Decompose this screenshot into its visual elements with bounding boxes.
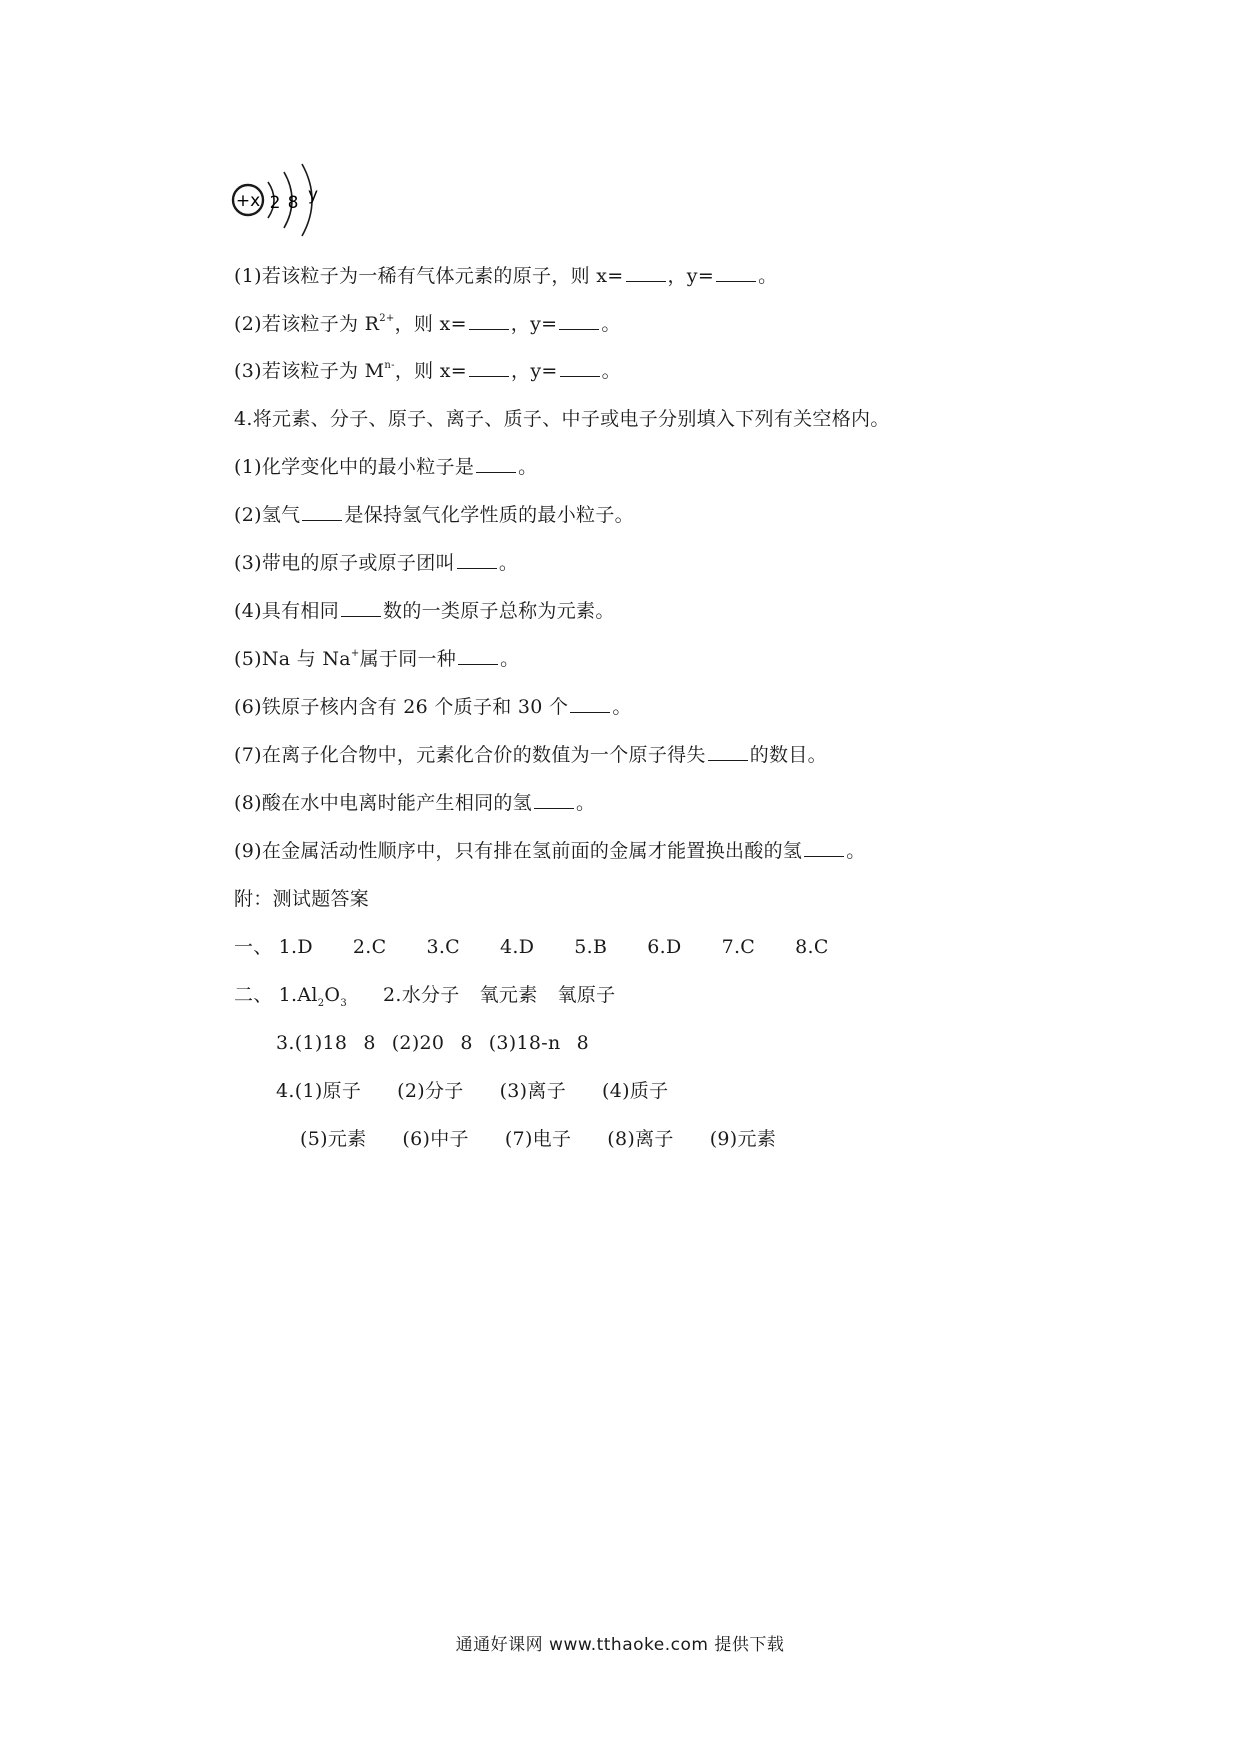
blank	[559, 311, 599, 330]
formula-text: O	[324, 984, 341, 1006]
blank	[302, 502, 342, 521]
blank	[476, 454, 516, 473]
answer-item: 4.(1)原子	[276, 1080, 362, 1102]
q4-item-2	[234, 501, 634, 529]
answers-q4-row2	[300, 1125, 776, 1153]
blank	[469, 358, 509, 377]
q4-i1-text: (1)化学变化中的最小粒子是	[234, 456, 475, 478]
blank	[458, 646, 498, 665]
answer-item: (7)电子	[504, 1128, 572, 1150]
q4-i4-end: 数的一类原子总称为元素。	[383, 600, 615, 622]
q4-item-4	[234, 597, 615, 625]
answer-item: (4)质子	[602, 1080, 669, 1102]
q4-i3-end: 。	[498, 552, 519, 574]
blank	[560, 358, 600, 377]
q4-item-3	[234, 549, 518, 577]
charge-superscript: n-	[384, 359, 395, 371]
q4-i2-end: 是保持氢气化学性质的最小粒子。	[344, 504, 634, 526]
answer-item: 5.B	[574, 936, 608, 958]
answer-item: 1.D	[278, 936, 313, 958]
answer-item: 6.D	[647, 936, 682, 958]
answer-item: (9)元素	[709, 1128, 777, 1150]
blank	[626, 263, 666, 282]
blank	[716, 263, 756, 282]
answer-item: (2)分子	[397, 1080, 464, 1102]
q4-i8-text: (8)酸在水中电离时能产生相同的氢	[234, 792, 533, 814]
q4-i6-text: (6)铁原子核内含有 26 个质子和 30 个	[234, 696, 569, 718]
q3-p3-text: (3)若该粒子为 M	[234, 360, 385, 382]
answer-item: 8	[576, 1032, 589, 1054]
answer-item: 8	[363, 1032, 376, 1054]
blank	[570, 694, 610, 713]
q4-title: 4.将元素、分子、原子、离子、质子、中子或电子分别填入下列有关空格内。	[234, 408, 890, 430]
blank	[341, 598, 381, 617]
shell-1-count: 2	[269, 193, 281, 213]
blank	[804, 838, 844, 857]
q4-i2-text: (2)氢气	[234, 504, 301, 526]
q4-item-1	[234, 453, 537, 481]
formula-subscript: 3	[340, 997, 347, 1009]
q4-i8-end: 。	[576, 792, 596, 814]
answer-item: 2.C	[352, 936, 387, 958]
q4-i1-end: 。	[518, 456, 538, 478]
q4-i9-text: (9)在金属活动性顺序中，只有排在氢前面的金属才能置换出酸的氢	[234, 840, 803, 862]
page-footer: 通通好课网 www.tthaoke.com 提供下载	[455, 1635, 785, 1655]
q3-p1-mid: ，y=	[667, 265, 715, 287]
part1-label: 一、	[234, 936, 273, 958]
formula-text: 1.Al	[278, 984, 318, 1006]
q4-i7-end: 的数目。	[749, 744, 827, 766]
q4-i4-text: (4)具有相同	[234, 600, 340, 622]
q4-i5-text: (5)Na 与 Na	[234, 648, 351, 670]
q3-p2-mid1: ，则 x=	[394, 313, 467, 335]
answers-part2	[234, 981, 615, 1009]
answers-q4-row1	[276, 1077, 668, 1105]
q3-p3-mid2: ，y=	[511, 360, 558, 382]
q4-i7-text: (7)在离子化合物中，元素化合价的数值为一个原子得失	[234, 744, 706, 766]
answer-item: 3.C	[426, 936, 461, 958]
formula-subscript: 2	[317, 997, 325, 1009]
charge-superscript: +	[350, 647, 360, 659]
answer-item: (3)离子	[499, 1080, 566, 1102]
q3-p3-end: 。	[601, 360, 621, 382]
answer-item: 氧元素	[479, 984, 538, 1006]
answer-item: (8)离子	[607, 1128, 674, 1150]
answer-item: 8	[460, 1032, 473, 1054]
answers-title: 附：测试题答案	[234, 888, 370, 910]
q3-p1-text: (1)若该粒子为一稀有气体元素的原子，则 x=	[234, 265, 624, 287]
answer-item: 8.C	[795, 936, 829, 958]
answer-item: (3)18-n	[488, 1032, 561, 1054]
answer-item: 3.(1)18	[276, 1032, 348, 1054]
answer-item: (2)20	[391, 1032, 445, 1054]
atom-structure-diagram	[228, 160, 348, 242]
q3-p3-mid1: ，则 x=	[394, 360, 468, 382]
q4-i5-mid: 属于同一种	[359, 648, 457, 670]
q3-part1	[234, 262, 777, 290]
blank	[469, 311, 509, 330]
answers-part1	[234, 933, 829, 961]
blank	[457, 550, 497, 569]
q4-i9-end: 。	[846, 840, 866, 862]
q3-p2-text: (2)若该粒子为 R	[234, 313, 380, 335]
answers-q3	[276, 1029, 589, 1057]
part2-label: 二、	[234, 984, 273, 1006]
q4-i3-text: (3)带电的原子或原子团叫	[234, 552, 455, 574]
q4-i5-end: 。	[500, 648, 520, 670]
q4-i6-end: 。	[612, 696, 632, 718]
nucleus-label: +x	[235, 191, 261, 211]
answer-item: (5)元素	[300, 1128, 367, 1150]
q4-item-9	[234, 837, 866, 865]
q4-item-8	[234, 789, 595, 817]
answer-item: 氧原子	[557, 984, 616, 1006]
blank	[708, 742, 748, 761]
q4-item-6	[234, 693, 632, 721]
q3-p2-end: 。	[601, 313, 621, 335]
shell-2-count: 8	[287, 193, 299, 213]
answer-item: 4.D	[500, 936, 535, 958]
q3-part2	[234, 310, 621, 338]
shell-3-count: y	[307, 185, 319, 205]
q3-p1-end: 。	[758, 265, 778, 287]
q4-item-7	[234, 741, 827, 769]
answer-item: (6)中子	[402, 1128, 469, 1150]
q3-p2-mid2: ，y=	[510, 313, 558, 335]
answer-item: 7.C	[721, 936, 756, 958]
q4-item-5	[234, 645, 519, 673]
q3-part3	[234, 357, 621, 385]
charge-superscript: 2+	[379, 312, 395, 324]
blank	[534, 790, 574, 809]
answer-item: 2.水分子	[382, 984, 460, 1006]
